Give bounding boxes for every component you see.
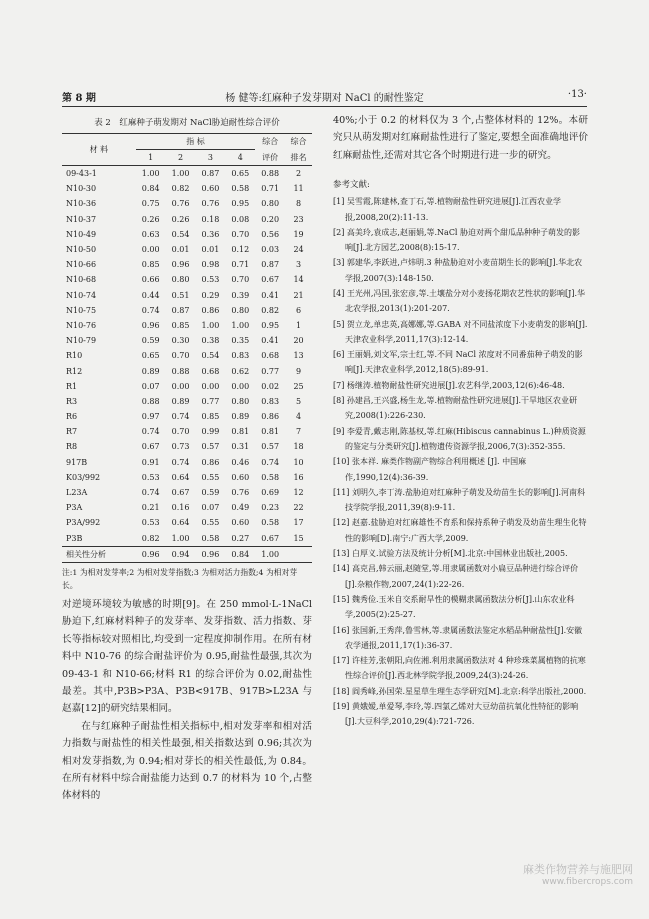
table-cell: 0.31	[231, 442, 250, 452]
table-cell: 0.55	[201, 472, 220, 482]
table-cell: 0.53	[201, 275, 220, 285]
material-name: N10-66	[66, 260, 97, 270]
table-cell: 0.58	[261, 518, 280, 528]
reference-item: [16] 张国新,王秀萍,鲁雪林,等.隶属函数法鉴定水稻品种耐盐性[J].安徽农学通报,2011,17(1):36-37.	[333, 625, 583, 650]
running-title: 杨 健等:红麻种子发芽期对 NaCl 的耐性鉴定	[225, 93, 424, 104]
table-cell: 0.83	[231, 351, 250, 361]
table-row	[62, 303, 312, 318]
table-cell: 0.74	[141, 305, 160, 315]
right-paragraph: 40%;小于 0.2 的材料仅为 3 个,占整体材料的 12%。本研究只从萌发期对红麻耐盐性进行了鉴定,要想全面准确地评价红麻耐盐性,还需对其它各个时期进行进一步的研究。	[333, 115, 588, 161]
watermark-line-2: www.fibercrops.com	[542, 877, 633, 887]
table-cell: 20	[293, 336, 304, 346]
table-cell: 0.07	[201, 503, 220, 513]
table-cell: 0.44	[141, 290, 160, 300]
table-caption: 表 2 红麻种子萌发期对 NaCl胁迫耐性综合评价	[94, 118, 280, 128]
reference-item: [17] 许桂芳,张朝阳,向佐湘.利用隶属函数法对 4 种珍珠菜属植物的抗寒性综合评价[J].西北林学院学报,2009,24(3):24-26.	[333, 656, 586, 681]
table-cell: 0.58	[261, 472, 280, 482]
table-cell: 0.87	[261, 260, 280, 270]
table-cell: 8	[295, 199, 302, 209]
table-cell: 21	[293, 290, 304, 300]
table-cell: 0.97	[141, 412, 160, 422]
table-cell: 0.67	[261, 275, 280, 285]
table-cell: 0.80	[171, 275, 190, 285]
table-cell: 0.26	[141, 214, 160, 224]
table-cell: 0.67	[171, 488, 190, 498]
table-cell: 0.89	[231, 412, 250, 422]
table-cell: 0.74	[141, 427, 160, 437]
table-cell: 14	[293, 275, 304, 285]
reference-item: [14] 高克昌,韩云丽,赵随堂,等.用隶属函数对小扁豆品种进行综合评价[J].杂粮作物,2007,24(1):22-26.	[333, 564, 579, 589]
table-cell: 0.80	[231, 396, 250, 406]
table-cell: 23	[293, 214, 304, 224]
issue-label: 第 8 期	[62, 93, 96, 104]
table-row	[62, 318, 312, 333]
table-cell: 0.23	[261, 503, 280, 513]
table-cell: 0.00	[171, 381, 190, 391]
rank-header-2: 排名	[290, 152, 307, 162]
table-cell: 19	[293, 229, 304, 239]
material-name: R10	[66, 351, 83, 361]
material-name: R3	[66, 396, 78, 406]
table-row	[62, 424, 312, 439]
table-cell: 0.53	[141, 518, 160, 528]
table-cell: 0.70	[171, 351, 190, 361]
table-cell: 0.29	[201, 290, 220, 300]
material-name: P3B	[66, 533, 83, 543]
table-cell: 9	[295, 366, 302, 376]
table-cell: 1.00	[231, 320, 250, 330]
material-name: L23A	[66, 488, 88, 498]
comprehensive-header-2: 评价	[262, 152, 279, 162]
table-cell: 24	[293, 245, 304, 255]
table-row	[62, 181, 312, 196]
table-cell: 0.36	[201, 229, 220, 239]
table-cell	[285, 546, 312, 562]
table-cell: 0.85	[201, 412, 220, 422]
table-cell: 10	[293, 457, 304, 467]
table-cell: 17	[293, 518, 304, 528]
reference-item: [1] 吴雪霞,陈建林,查丁石,等.植物耐盐性研究进展[J].江西农业学报,2008,20(2):11-13.	[333, 197, 562, 222]
reference-item: [18] 阎秀峰,孙国荣.星星草生理生态学研究[M].北京:科学出版社,2000.	[333, 686, 587, 696]
table-row	[62, 348, 312, 363]
watermark	[523, 861, 633, 887]
table-cell: 1.00	[201, 320, 220, 330]
reference-item: [3] 郭建华,李跃进,卢炜明.3 种盐胁迫对小麦苗期生长的影响[J].华北农学报,2007(3):148-150.	[333, 258, 583, 283]
table-cell: 0.94	[171, 549, 190, 559]
table-row	[62, 394, 312, 409]
table-cell: 0.41	[261, 290, 280, 300]
table-cell: 0.49	[231, 503, 250, 513]
correlation-label: 相关性分析	[66, 549, 106, 559]
table-cell: 0.20	[261, 214, 280, 224]
table-cell: 4	[295, 412, 302, 422]
table-cell: 0.12	[231, 245, 250, 255]
table-cell: 22	[293, 503, 304, 513]
references-heading: 参考文献:	[333, 180, 370, 191]
reference-item: [7] 杨继涛.植物耐盐性研究进展[J].农艺科学,2003,12(6):46-48.	[333, 380, 565, 390]
table-cell: 0.35	[231, 336, 250, 346]
index-col-2: 2	[178, 153, 184, 162]
table-cell: 0.76	[171, 199, 190, 209]
table-cell: 0.85	[141, 260, 160, 270]
table-cell: 0.54	[171, 229, 190, 239]
table-cell: 0.60	[231, 518, 250, 528]
material-name: N10-68	[66, 275, 97, 285]
table-cell: 3	[295, 260, 302, 270]
material-name: N10-30	[66, 184, 97, 194]
table-cell: 0.01	[171, 245, 190, 255]
table-cell: 0.07	[141, 381, 160, 391]
table-cell: 0.39	[231, 290, 250, 300]
rank-header-1: 综合	[290, 137, 307, 147]
table-cell: 0.86	[201, 305, 220, 315]
table-row	[62, 485, 312, 500]
table-cell: 0.64	[171, 518, 190, 528]
table-cell: 0.99	[201, 427, 220, 437]
material-name: P3A/992	[66, 518, 101, 528]
running-header	[62, 89, 587, 105]
table-cell: 0.70	[231, 275, 250, 285]
right-column	[333, 112, 588, 730]
material-name: N10-36	[66, 199, 97, 209]
table-cell: 0.81	[261, 427, 280, 437]
table-row	[62, 515, 312, 530]
material-name: R7	[66, 427, 78, 437]
references-list	[333, 194, 588, 729]
header-rule	[62, 106, 587, 107]
reference-item: [15] 魏秀俭.玉米自交系耐旱性的模糊隶属函数法分析[J].山东农业科学,2005(2):25-27.	[333, 594, 575, 620]
table-cell: 0.86	[201, 457, 220, 467]
table-cell: 0.67	[261, 533, 280, 543]
table-cell: 0.59	[141, 336, 160, 346]
table-cell: 0.63	[141, 229, 160, 239]
index-col-3: 3	[207, 153, 213, 162]
table-cell: 0.55	[201, 518, 220, 528]
table-cell: 2	[295, 169, 302, 179]
table-cell: 0.87	[171, 305, 190, 315]
table-cell: 0.84	[141, 184, 160, 194]
table-note: 注:1 为相对发芽率;2 为相对发芽指数;3 为相对活力指数;4 为相对芽长。	[62, 567, 298, 590]
left-paragraph-2: 在与红麻种子耐盐性相关指标中,相对发芽率和相对活力指数与耐盐性的相关性最强,相关指数达到 0.96;其次为相对发芽指数,为 0.94;相对芽长的相关性最低,为 0.84。在所有材料中综合耐盐能力达到 0.7 的材料为 10 个,占整体材料的	[62, 720, 312, 802]
table-cell: 0.82	[171, 184, 190, 194]
table-cell: 0.69	[261, 488, 280, 498]
page-number: ·13·	[567, 89, 587, 100]
table-row	[62, 409, 312, 424]
table-row	[62, 439, 312, 454]
table-cell: 0.96	[171, 260, 190, 270]
table-row	[62, 272, 312, 287]
material-name: R12	[66, 366, 83, 376]
table-cell: 0.98	[201, 260, 220, 270]
table-cell: 0.57	[261, 442, 280, 452]
table-cell: 0.53	[141, 472, 160, 482]
table-cell: 0.71	[261, 184, 280, 194]
table-cell: 0.01	[201, 245, 220, 255]
material-name: R6	[66, 412, 78, 422]
table-row	[62, 166, 312, 182]
table-cell: 0.85	[171, 320, 190, 330]
table-cell: 0.57	[201, 442, 220, 452]
table-cell: 0.54	[201, 351, 220, 361]
table-cell: 0.96	[141, 549, 160, 559]
table-cell: 0.21	[141, 503, 160, 513]
material-name: N10-74	[66, 290, 97, 300]
table-cell: 0.68	[261, 351, 280, 361]
material-name: R8	[66, 442, 78, 452]
table-cell: 0.60	[201, 184, 220, 194]
table-cell: 0.77	[261, 366, 280, 376]
table-cell: 12	[293, 488, 304, 498]
table-cell: 1	[295, 320, 302, 330]
table-cell: 0.03	[261, 245, 280, 255]
table-row	[62, 470, 312, 485]
table-cell: 0.83	[261, 396, 280, 406]
table-cell: 5	[295, 396, 302, 406]
table-cell: 0.80	[231, 305, 250, 315]
table-cell: 0.60	[231, 472, 250, 482]
table-cell: 0.51	[171, 290, 190, 300]
table-cell: 0.70	[231, 229, 250, 239]
table-cell: 0.70	[171, 427, 190, 437]
table-row	[62, 196, 312, 211]
table-cell: 16	[293, 472, 304, 482]
table-cell: 0.68	[201, 366, 220, 376]
table-cell: 25	[293, 381, 304, 391]
evaluation-table	[62, 133, 312, 563]
table-cell: 0.08	[231, 214, 250, 224]
table-cell: 0.96	[141, 320, 160, 330]
index-group-header: 指 标	[136, 134, 255, 150]
material-name: N10-75	[66, 305, 97, 315]
table-cell: 0.86	[261, 412, 280, 422]
table-cell: 0.89	[171, 396, 190, 406]
table-row	[62, 500, 312, 515]
table-cell: 0.26	[171, 214, 190, 224]
table-cell: 0.91	[141, 457, 160, 467]
table-cell: 0.77	[201, 396, 220, 406]
material-name: P3A	[66, 503, 83, 513]
table-row	[62, 333, 312, 348]
table-cell: 15	[293, 533, 304, 543]
table-row	[62, 379, 312, 394]
table-cell: 18	[293, 442, 304, 452]
table-cell: 0.81	[231, 427, 250, 437]
material-name: K03/992	[66, 472, 101, 482]
table-cell: 0.82	[141, 533, 160, 543]
reference-item: [12] 赵嘉.盐胁迫对红麻雄性不育系和保持系种子萌发及幼苗生理生化特性的影响[D].南宁:广西大学,2009.	[333, 518, 587, 543]
correlation-row	[62, 546, 312, 562]
material-name: N10-50	[66, 245, 97, 255]
reference-item: [4] 王光州,冯国,张宏彦,等.土壤盐分对小麦扬花期农艺性状的影响[J].华北农学报,2013(1):201-207.	[333, 289, 586, 314]
table-cell: 1.00	[171, 533, 190, 543]
watermark-line-1: 麻类作物营养与施肥网	[523, 863, 633, 876]
left-column	[62, 112, 312, 805]
table-row	[62, 531, 312, 547]
reference-item: [19] 黄娥嫒,单爱琴,李玲,等.四氯乙烯对大豆幼苗抗氧化性特征的影响[J].大豆科学,2010,29(4):721-726.	[333, 702, 579, 727]
table-cell: 0.82	[261, 305, 280, 315]
table-cell: 0.74	[171, 412, 190, 422]
table-cell: 0.00	[201, 381, 220, 391]
table-cell: 1.00	[141, 169, 160, 179]
table-cell: 0.02	[261, 381, 280, 391]
table-body	[62, 166, 312, 547]
material-name: 917B	[66, 457, 88, 467]
table-cell: 0.73	[171, 442, 190, 452]
table-cell: 0.58	[231, 184, 250, 194]
table-cell: 0.58	[201, 533, 220, 543]
comprehensive-header-1: 综合	[262, 137, 279, 147]
table-cell: 7	[295, 427, 302, 437]
table-cell: 0.74	[141, 488, 160, 498]
index-col-1: 1	[148, 153, 154, 162]
material-name: N10-76	[66, 320, 97, 330]
table-cell: 1.00	[261, 549, 280, 559]
table-cell: 6	[295, 305, 302, 315]
table-cell: 0.16	[171, 503, 190, 513]
table-cell: 0.67	[141, 442, 160, 452]
table-cell: 0.30	[171, 336, 190, 346]
table-cell: 11	[293, 184, 304, 194]
table-cell: 0.95	[231, 199, 250, 209]
table-cell: 0.88	[171, 366, 190, 376]
table-row	[62, 455, 312, 470]
table-cell: 0.00	[231, 381, 250, 391]
table-cell: 0.88	[261, 169, 280, 179]
table-cell: 0.96	[201, 549, 220, 559]
table-cell: 0.65	[141, 351, 160, 361]
table-cell: 0.84	[231, 549, 250, 559]
material-name: N10-79	[66, 336, 97, 346]
table-cell: 0.66	[141, 275, 160, 285]
table-cell: 0.76	[231, 488, 250, 498]
table-cell: 0.46	[231, 457, 250, 467]
table-cell: 0.18	[201, 214, 220, 224]
material-name: R1	[66, 381, 78, 391]
table-cell: 0.71	[231, 260, 250, 270]
reference-item: [10] 张本祥. 麻类作物副产物综合利用概述 [J]. 中国麻作,1990,12(4):36-39.	[333, 457, 527, 482]
table-cell: 0.27	[231, 533, 250, 543]
table-cell: 0.74	[261, 457, 280, 467]
table-cell: 0.62	[231, 366, 250, 376]
table-cell: 1.00	[171, 169, 190, 179]
table-cell: 0.76	[201, 199, 220, 209]
table-cell: 0.88	[141, 396, 160, 406]
material-header: 材 料	[89, 145, 109, 154]
table-cell: 0.41	[261, 336, 280, 346]
table-cell: 0.75	[141, 199, 160, 209]
reference-item: [2] 高美玲,袁成志,赵丽娟,等.NaCl 胁迫对两个甜瓜品种种子萌发的影响[J].北方园艺,2008(8):15-17.	[333, 227, 581, 253]
reference-item: [11] 刘明久,李丁涛.盐胁迫对红麻种子萌发及幼苗生长的影响[J].河南科技学院学报,2011,39(8):9-11.	[333, 487, 586, 513]
table-cell: 0.64	[171, 472, 190, 482]
table-cell: 0.95	[261, 320, 280, 330]
reference-item: [5] 贺立龙,单忠英,高娜娜,等.GABA 对不同盐浓度下小麦萌发的影响[J].天津农业科学,2011,17(3):12-14.	[333, 319, 588, 344]
material-name: N10-49	[66, 229, 97, 239]
table-row	[62, 288, 312, 303]
table-row	[62, 227, 312, 242]
table-cell: 13	[293, 351, 304, 361]
reference-item: [6] 王丽娟,刘文军,宗士红,等.不同 NaCl 浓度对不同番茄种子萌发的影响[J].天津农业科学,2012,18(5):89-91.	[333, 350, 583, 375]
table-cell: 0.38	[201, 336, 220, 346]
index-col-4: 4	[237, 153, 243, 162]
reference-item: [13] 白厚义.试验方法及统计分析[M].北京:中国林业出版社,2005.	[333, 549, 568, 559]
table-cell: 0.65	[231, 169, 250, 179]
table-row	[62, 242, 312, 257]
table-cell: 0.56	[261, 229, 280, 239]
left-paragraph-1: 对逆境环境较为敏感的时期[9]。在 250 mmol·L-1NaCl 胁迫下,红麻材料种子的发芽率、发芽指数、活力指数、芽长等指标较对照相比,均受到一定程度抑制作用。在所有材料中 N10-76 的综合耐盐评价为 0.95,耐盐性最强,其次为 09-43-1 和 N10-66;材料 R1 的综合评价为 0.02,耐盐性最差。其中,P3B>P3A、P3B<917B、917B>L23A 与赵嘉[12]的研究结果相同。	[62, 598, 312, 715]
reference-item: [9] 李爱青,戴志刚,陈基权,等.红麻(Hibiscus cannabinus L.)种质资源的鉴定与分类研究[J].植物遗传资源学报,2006,7(3):352-355.	[333, 426, 586, 451]
table-cell: 0.74	[171, 457, 190, 467]
table-cell: 0.00	[141, 245, 160, 255]
table-row	[62, 257, 312, 272]
material-name: 09-43-1	[66, 169, 97, 179]
table-cell: 0.80	[261, 199, 280, 209]
table-cell: 0.59	[201, 488, 220, 498]
reference-item: [8] 孙建昌,王兴盛,杨生龙,等.植物耐盐性研究进展[J].干旱地区农业研究,2008(1):226-230.	[333, 396, 578, 421]
material-name: N10-37	[66, 214, 97, 224]
table-row	[62, 212, 312, 227]
table-cell: 0.87	[201, 169, 220, 179]
table-cell: 0.89	[141, 366, 160, 376]
table-row	[62, 363, 312, 378]
